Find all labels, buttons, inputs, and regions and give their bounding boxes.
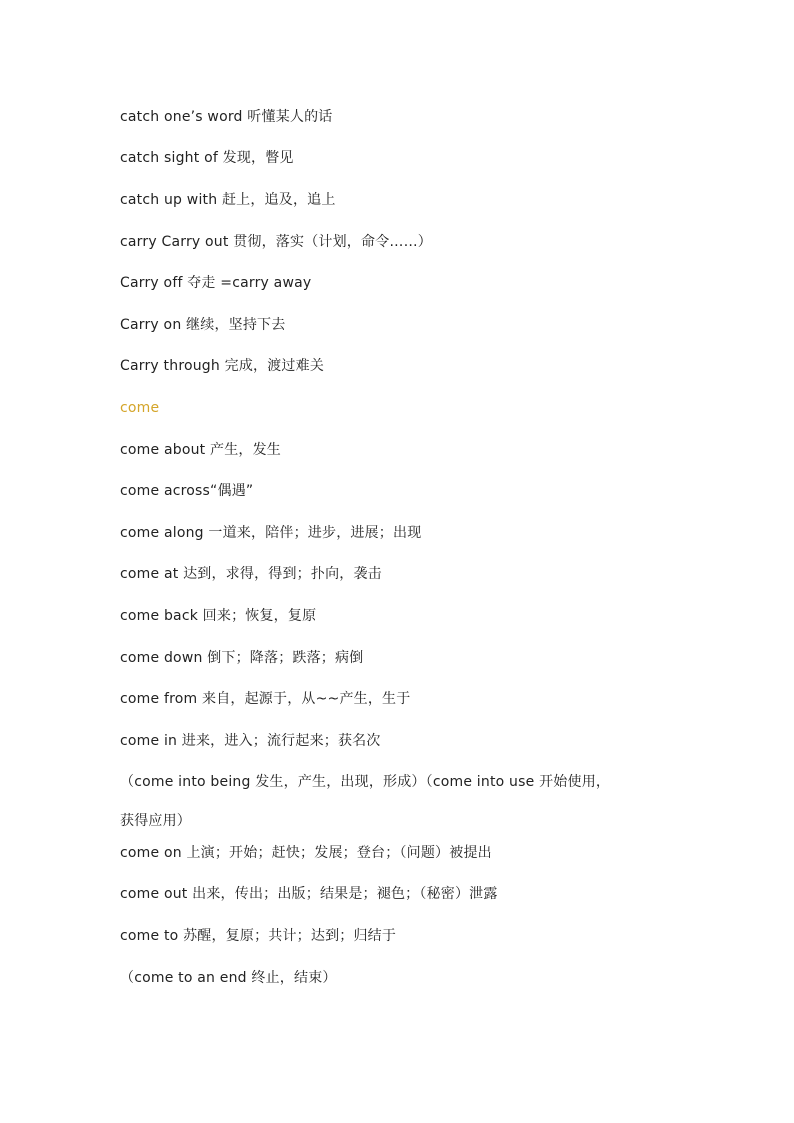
entry-come-from: come from 来自，起源于，从~~产生，生于 [120,691,411,707]
entry-come-across: come across“偶遇” [120,483,254,499]
section-heading-come: come [120,400,160,416]
entry-come-to-an-end: （come to an end 终止，结束） [120,970,337,986]
entry-come-about: come about 产生，发生 [120,442,282,458]
entry-catch-up-with: catch up with 赶上，追及，追上 [120,192,336,208]
entry-catch-sight-of: catch sight of 发现，瞥见 [120,150,294,166]
entry-carry-off: Carry off 夺走 =carry away [120,275,312,291]
entry-come-into-use-continued: 获得应用） [120,813,191,829]
entry-come-back: come back 回来；恢复，复原 [120,608,317,624]
entry-come-to: come to 苏醒，复原；共计；达到；归结于 [120,928,397,944]
entry-come-at: come at 达到，求得，得到；扑向，袭击 [120,566,382,582]
entry-come-in: come in 进来，进入；流行起来；获名次 [120,733,381,749]
entry-come-out: come out 出来，传出；出版；结果是；褪色；（秘密）泄露 [120,886,498,902]
entry-come-along: come along 一道来，陪伴；进步，进展；出现 [120,525,422,541]
entry-carry-out: carry Carry out 贯彻，落实（计划，命令……） [120,234,433,250]
entry-come-into-being: （come into being 发生，产生，出现，形成）（come into use 开始使用， [120,774,611,790]
entry-come-on: come on 上演；开始；赶快；发展；登台；（问题）被提出 [120,845,492,861]
entry-carry-through: Carry through 完成，渡过难关 [120,358,325,374]
entry-catch-ones-word: catch one’s word 听懂某人的话 [120,109,333,125]
entry-come-down: come down 倒下；降落；跌落；病倒 [120,650,364,666]
entry-carry-on: Carry on 继续，坚持下去 [120,317,286,333]
